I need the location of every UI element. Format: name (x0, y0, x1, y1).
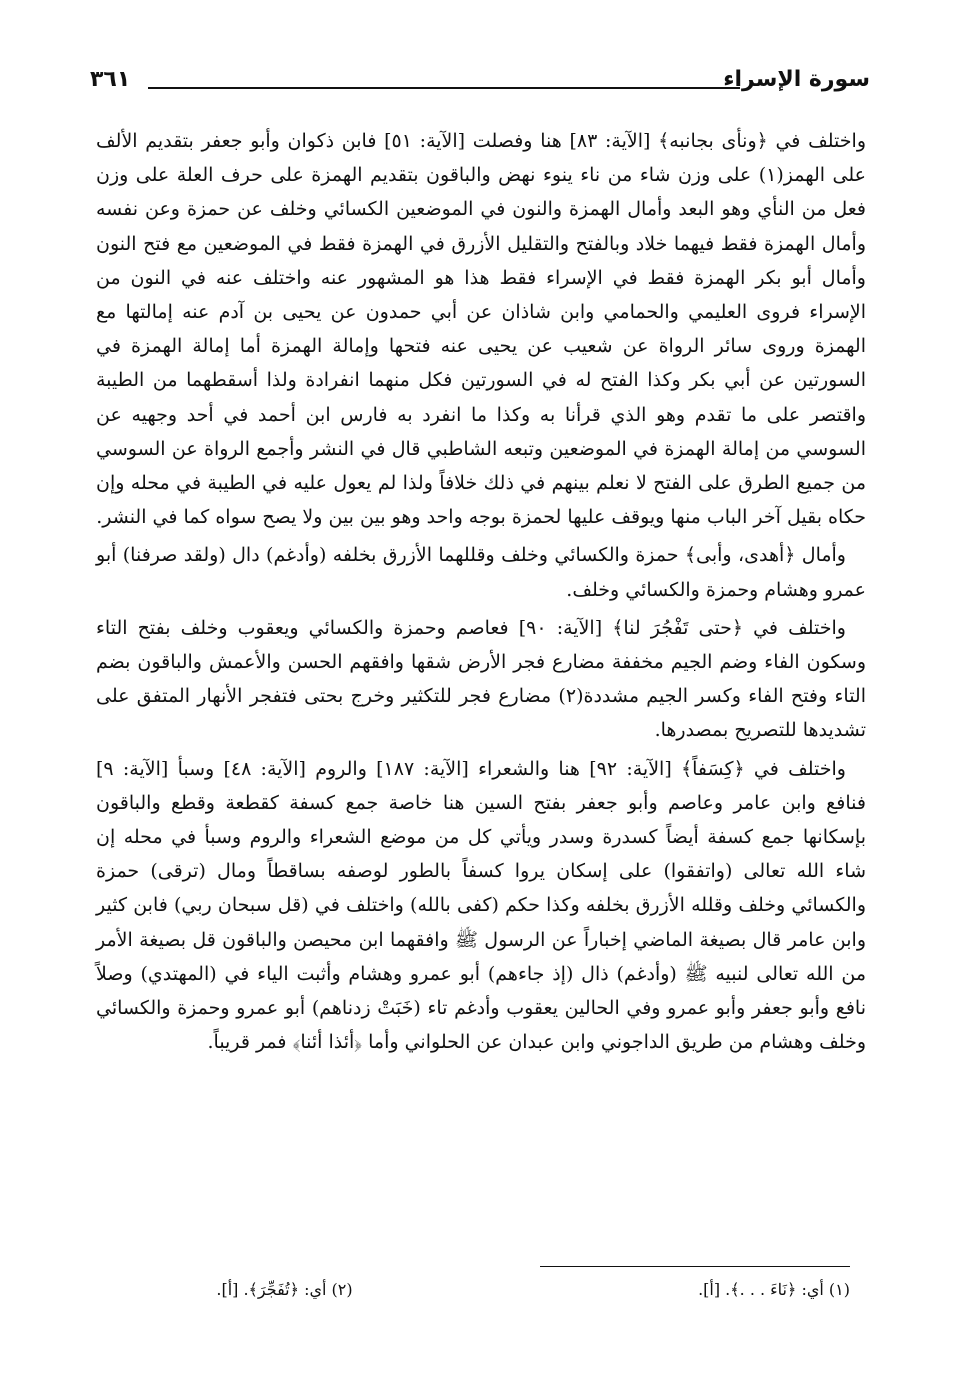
paragraph: واختلف في ﴿كِسَفاً﴾ [الآية: ٩٢] هنا والشعراء [الآية: ١٨٧] والروم [الآية: ٤٨] وسبأ [الآية: ٩] فنافع وابن عامر وعاصم وأبو جعفر بفتح السين هنا خاصة جمع كسفة كقطعة وقطع والباقون بإسكانها جمع كسفة أيضاً كسدرة وسدر ويأتي كل من موضع الشعراء والروم وسبأ في محله إن شاء الله تعالى (واتفقوا) على إسكان يروا كسفاً بالطور لوصفه بساقطاً ومال (ترقى) حمزة والكسائي وخلف وقلله الأزرق بخلفه وكذا حكم (كفى بالله) واختلف في (قل سبحان ربي) فابن كثير وابن عامر قال بصيغة الماضي إخباراً عن الرسول ﷺ وافقهما ابن محيصن والباقون قل بصيغة الأمر من الله تعالى لنبيه ﷺ (وأدغم) ذال (إذ جاءهم) أبو عمرو وهشام وأثبت الياء في (المهتدي) وصلاً نافع وأبو جعفر وأبو عمرو وفي الحالين يعقوب وأدغم تاء (خَبَتْ زدناهم) أبو عمرو وحمزة والكسائي وخلف وهشام من طريق الداجوني وابن عبدان عن الحلواني وأما ﴿أئذا أئنا﴾ فمر قريباً. (96, 757, 866, 1054)
paragraph: وأمال ﴿أهدى، وأبى﴾ حمزة والكسائي وخلف وقللهما الأزرق بخلفه (وأدغم) دال (ولقد صرفنا) أبو عمرو وهشام وحمزة والكسائي وخلف. (96, 544, 866, 601)
main-text (96, 124, 866, 1063)
paragraph: واختلف في ﴿حتى تَفْجُرَ لنا﴾ [الآية: ٩٠] فعاصم وحمزة والكسائي ويعقوب وخلف بفتح التاء وسكون الفاء وضم الجيم مخففة مضارع فجر الأرض شقها وافقهم الحسن والأعمش والباقون بضم التاء وفتح الفاء وكسر الجيم مشددة(٢) مضارع فجر للتكثير وخرج بحتى فتفجر الأنهار المتفق على تشديدها للتصريح بمصدرها. (96, 616, 866, 742)
footnote-2: (٢) أي: ﴿تُفَجِّرَ﴾. [أ]. (216, 1280, 353, 1299)
header-divider (148, 87, 740, 89)
footnote-1: (١) أي: ﴿نَاءَ . . .﴾. [أ]. (698, 1280, 850, 1299)
surah-title: سورة الإسراء (723, 67, 870, 92)
page-number: ٣٦١ (90, 67, 131, 92)
footnote-divider (540, 1266, 850, 1267)
footnotes (96, 1280, 850, 1314)
page-header (90, 52, 870, 92)
paragraph: واختلف في ﴿ونأى بجانبه﴾ [الآية: ٨٣] هنا وفصلت [الآية: ٥١] فابن ذكوان وأبو جعفر بتقديم الألف على الهمز(١) على وزن شاء من ناء ينوء نهض والباقون بتقديم الهمزة على حرف العلة على وزن فعل من النأي وهو البعد وأمال الهمزة والنون في الموضعين الكسائي وخلف عن حمزة وعن نفسه وأمال الهمزة فقط فيهما خلاد وبالفتح والتقليل الأزرق في الهمزة فقط في الموضعين مع فتح النون وأمال أبو بكر الهمزة فقط في الإسراء فقط هذا هو المشهور عنه واختلف عنه في النون من الإسراء فروى العليمي والحمامي وابن شاذان عن أبي حمدون عن يحيى بن آدم عنه إمالتها مع الهمزة وروى سائر الرواة عن شعيب عن يحيى عنه فتحها وإمالة الهمزة أما إمالة الهمزة في السورتين عن أبي بكر وكذا الفتح له في السورتين فكل منهما انفرادة ولذا أسقطهما من الطيبة واقتصر على ما تقدم وهو الذي قرأنا به وكذا ما انفرد به فارس ابن أحمد في أحد وجهيه عن السوسي من إمالة الهمزة في الموضعين وتبعه الشاطبي قال في النشر وأجمع الرواة عن السوسي من جميع الطرق على الفتح لا نعلم بينهم في ذلك خلافاً ولذا لم يعول عليه في الطيبة في محله وإن حكاه بقيل آخر الباب منها ويوقف عليها لحمزة بوجه واحد وهو بين بين ولا يصح سواه كما في النشر. (96, 130, 866, 529)
